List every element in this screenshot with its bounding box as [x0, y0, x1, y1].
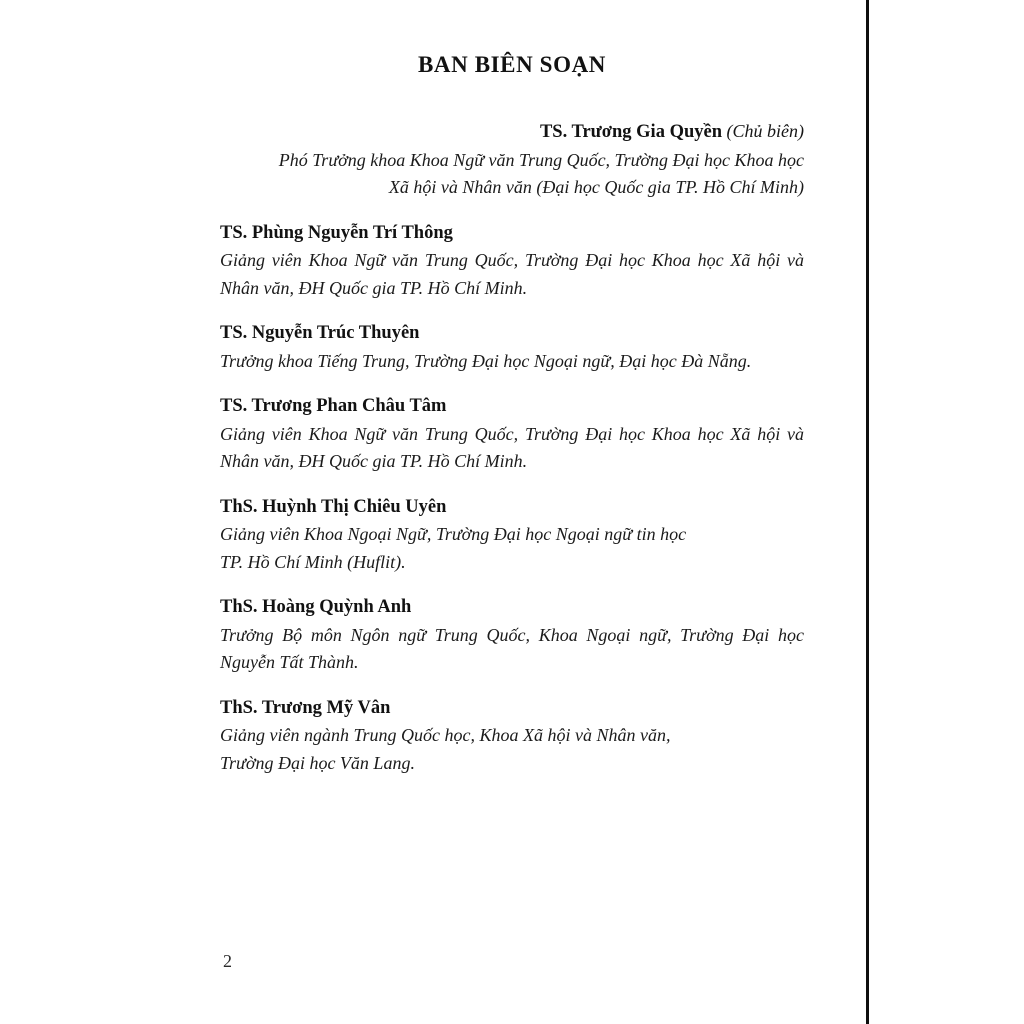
editor-name: ThS. Huỳnh Thị Chiêu Uyên	[220, 496, 447, 517]
page-content	[220, 50, 804, 795]
editor-name: ThS. Trương Mỹ Vân	[220, 697, 391, 718]
page-edge-rule	[866, 0, 869, 1024]
editor-entry	[220, 220, 804, 303]
editor-affiliation-line: TP. Hồ Chí Minh (Huflit).	[220, 551, 406, 572]
editor-affiliation-line: Giảng viên ngành Trung Quốc học, Khoa Xã hội và Nhân văn,	[220, 725, 671, 745]
editor-name: TS. Trương Gia Quyền	[539, 122, 723, 142]
editor-affiliation-line: Trưởng khoa Tiếng Trung, Trường Đại học Ngoại ngữ, Đại học Đà Nẵng.	[220, 350, 752, 371]
editor-affiliation-line: Giảng viên Khoa Ngữ văn Trung Quốc, Trường Đại học Khoa học Xã hội và	[220, 423, 804, 444]
editor-affiliation-line: Giảng viên Khoa Ngoại Ngữ, Trường Đại học Ngoại ngữ tin học	[220, 524, 687, 544]
editor-name: TS. Nguyễn Trúc Thuyên	[220, 323, 420, 343]
editor-affiliation-line: Nguyễn Tất Thành.	[220, 652, 359, 672]
editor-entry-chief	[220, 118, 804, 202]
page-title: BAN BIÊN SOẠN	[417, 52, 606, 77]
editor-name: ThS. Hoàng Quỳnh Anh	[220, 597, 412, 617]
editor-role-suffix: (Chủ biên)	[726, 121, 804, 141]
editor-entry	[220, 494, 804, 577]
editor-affiliation-line: Phó Trưởng khoa Khoa Ngữ văn Trung Quốc, Trường Đại học Khoa học	[278, 149, 804, 170]
editor-affiliation-line: Giảng viên Khoa Ngữ văn Trung Quốc, Trường Đại học Khoa học Xã hội và	[220, 250, 804, 270]
editor-entry	[220, 594, 804, 677]
editor-affiliation-line: Trưởng Bộ môn Ngôn ngữ Trung Quốc, Khoa Ngoại ngữ, Trường Đại học	[220, 624, 804, 645]
editor-name-line	[220, 118, 804, 147]
editor-affiliation-line: Trường Đại học Văn Lang.	[220, 752, 415, 773]
editor-affiliation-line: Nhân văn, ĐH Quốc gia TP. Hồ Chí Minh.	[220, 451, 528, 471]
page-number: 2	[223, 951, 232, 971]
editor-affiliation-line: Nhân văn, ĐH Quốc gia TP. Hồ Chí Minh.	[220, 277, 528, 298]
editor-name: TS. Phùng Nguyễn Trí Thông	[220, 222, 453, 243]
editor-entry	[220, 320, 804, 375]
editor-entry	[220, 695, 804, 778]
editor-affiliation-line: Xã hội và Nhân văn (Đại học Quốc gia TP. Hồ Chí Minh)	[388, 177, 804, 197]
editor-entry	[220, 393, 804, 476]
editor-name: TS. Trương Phan Châu Tâm	[220, 396, 447, 416]
